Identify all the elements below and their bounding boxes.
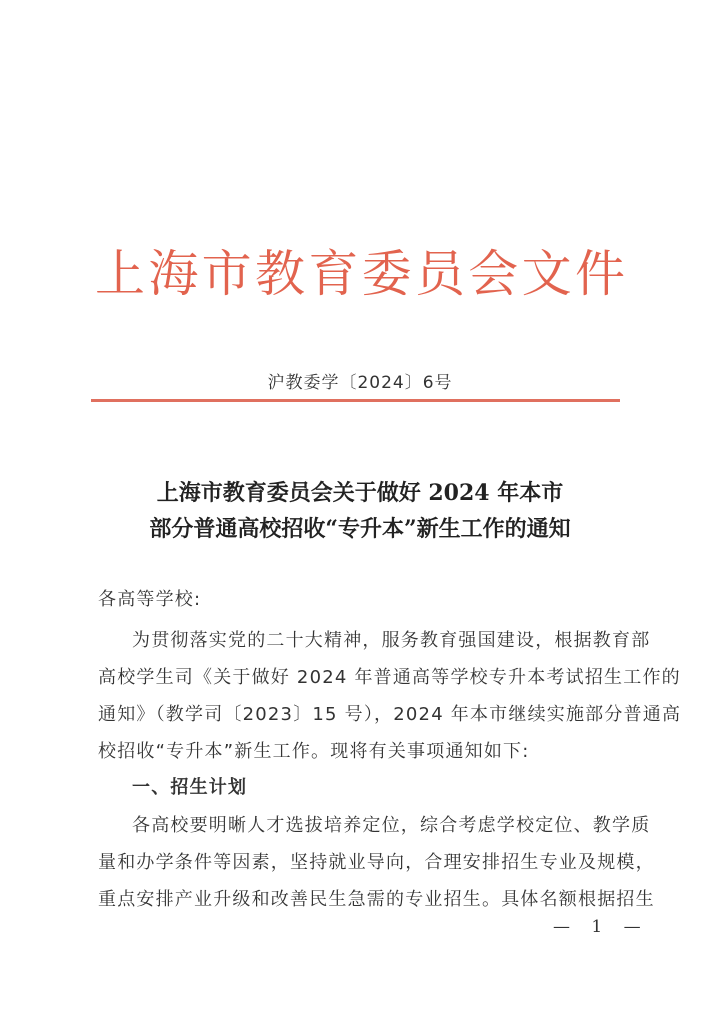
paragraph-line: 高校学生司《关于做好 2024 年普通高等学校专升本考试招生工作的 [98, 667, 681, 688]
document-title-line-1: 上海市教育委员会关于做好 2024 年本市 [156, 480, 564, 506]
document-number: 沪教委学〔2024〕6号 [267, 373, 453, 393]
header-char: 文 [521, 245, 572, 303]
header-char: 上 [95, 245, 145, 303]
paragraph-line: 量和办学条件等因素，坚持就业导向，合理安排招生专业及规模， [98, 852, 655, 873]
page-number: — 1 — [553, 917, 649, 937]
header-char: 海 [148, 245, 199, 303]
paragraph-line: 通知》（教学司〔2023〕15 号），2024 年本市继续实施部分普通高 [98, 704, 682, 725]
header-char: 委 [361, 245, 412, 303]
header-char: 员 [414, 245, 465, 303]
paragraph-line: 各高校要明晰人才选拔培养定位，综合考虑学校定位、教学质 [132, 815, 651, 836]
issuing-authority-header [95, 238, 625, 302]
section-heading: 一、招生计划 [132, 777, 248, 798]
salutation: 各高等学校: [98, 589, 202, 610]
paragraph-line: 重点安排产业升级和改善民生急需的专业招生。具体名额根据招生 [98, 889, 655, 910]
red-divider [91, 399, 620, 402]
header-char: 会 [468, 245, 519, 303]
paragraph-line: 校招收“专升本”新生工作。现将有关事项通知如下: [98, 741, 530, 762]
header-char: 育 [308, 245, 359, 303]
document-title-line-2: 部分普通高校招收“专升本”新生工作的通知 [149, 516, 571, 542]
header-char: 市 [201, 245, 252, 303]
header-char: 件 [574, 245, 625, 303]
header-char: 教 [254, 245, 305, 303]
paragraph-line: 为贯彻落实党的二十大精神，服务教育强国建设，根据教育部 [132, 630, 651, 651]
